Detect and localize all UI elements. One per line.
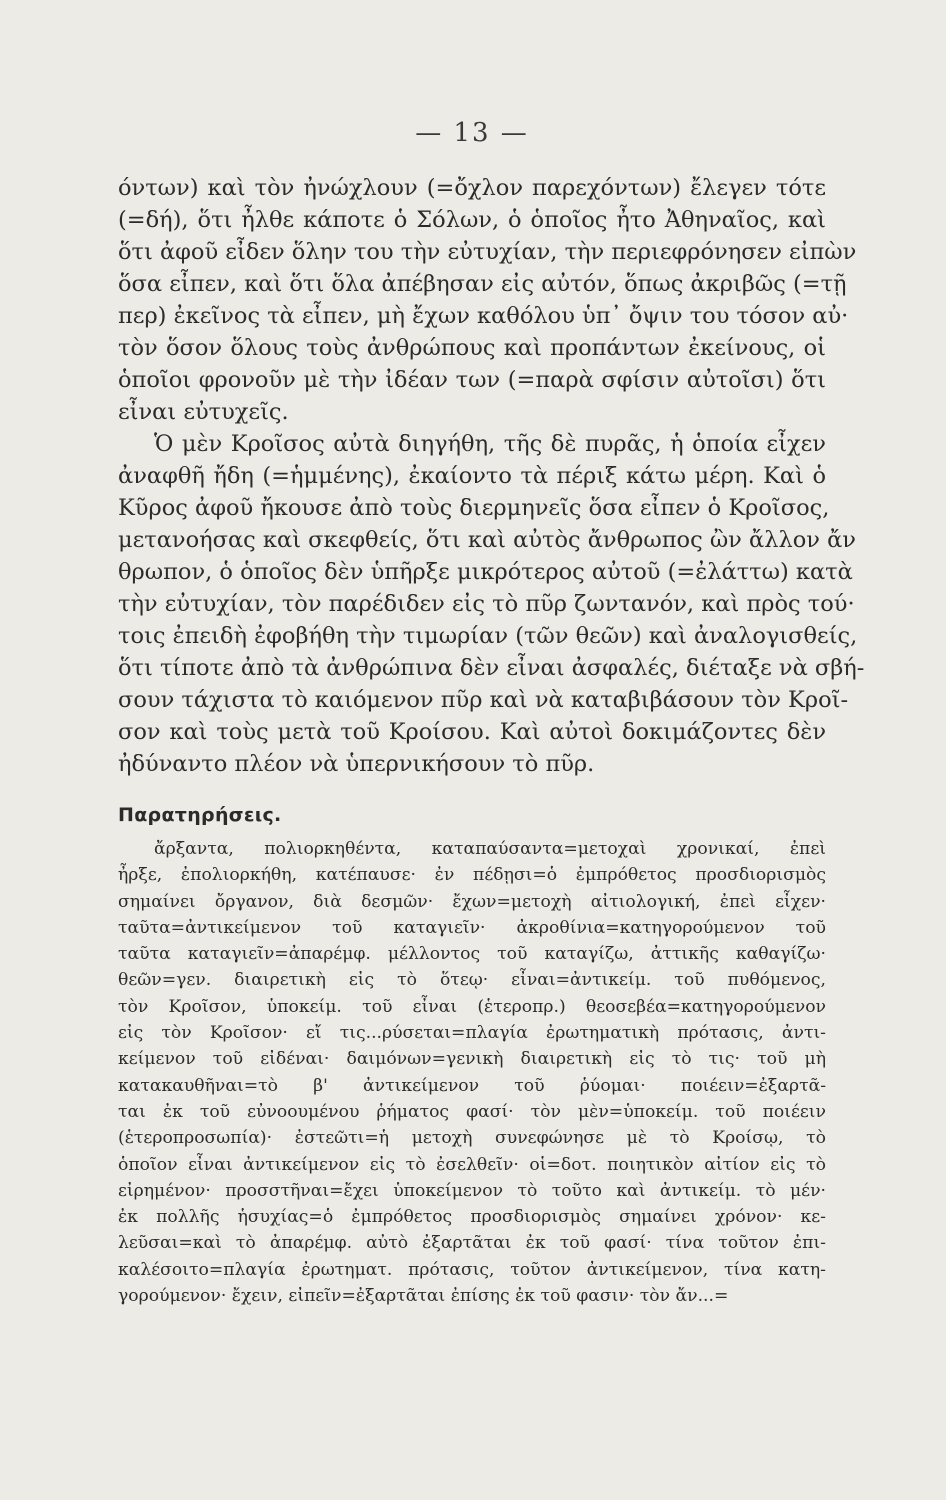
text-line: γορούμενον· ἔχειν, εἰπεῖν=ἐξαρτᾶται ἐπίσης ἐκ τοῦ φασιν· τὸν ἄν...= — [118, 1286, 729, 1307]
text-line: καλέσοιτο=πλαγία ἐρωτηματ. πρότασις, τοῦτον ἀντικείμενον, τίνα κατη- — [118, 1259, 826, 1280]
section-heading: Παρατηρήσεις. — [118, 804, 282, 826]
text-line: ὅτι τίποτε ἀπὸ τὰ ἀνθρώπινα δὲν εἶναι ἀσφαλές, διέταξε νὰ σβή- — [118, 655, 865, 681]
text-line: (ἑτεροπροσωπία)· ἐστεῶτι=ἡ μετοχὴ συνεφώνησε μὲ τὸ Κροίσῳ, τὸ — [118, 1128, 826, 1149]
text-line: ταῦτα καταγιεῖν=ἀπαρέμφ. μέλλοντος τοῦ καταγίζω, ἀττικῆς καθαγίζω· — [118, 944, 826, 965]
text-line: σημαίνει ὄργανον, διὰ δεσμῶν· ἔχων=μετοχὴ αἰτιολογική, ἐπεὶ εἶχεν· — [118, 891, 826, 912]
text-line: Ὁ μὲν Κροῖσος αὐτὰ διηγήθη, τῆς δὲ πυρᾶς, ἡ ὁποία εἶχεν — [154, 431, 826, 457]
text-line: (=δή), ὅτι ἦλθε κάποτε ὁ Σόλων, ὁ ὁποῖος ἦτο Ἀθηναῖος, καὶ — [118, 207, 826, 233]
text-line: σουν τάχιστα τὸ καιόμενον πῦρ καὶ νὰ καταβιβάσουν τὸν Κροῖ- — [118, 687, 849, 713]
text-line: σον καὶ τοὺς μετὰ τοῦ Κροίσου. Καὶ αὐτοὶ δοκιμάζοντες δὲν — [118, 719, 826, 745]
text-line: περ) ἐκεῖνος τὰ εἶπεν, μὴ ἔχων καθόλου ὑπ᾽ ὄψιν του τόσον αὐ· — [118, 303, 849, 329]
text-line: τοις ἐπειδὴ ἐφοβήθη τὴν τιμωρίαν (τῶν θεῶν) καὶ ἀναλογισθείς, — [118, 623, 858, 649]
text-line: ἀναφθῆ ἤδη (=ἡμμένης), ἐκαίοντο τὰ πέριξ κάτω μέρη. Καὶ ὁ — [118, 463, 826, 489]
text-line: ἐκ πολλῆς ἡσυχίας=ὁ ἐμπρόθετος προσδιορισμὸς σημαίνει χρόνον· κε- — [118, 1207, 826, 1228]
text-line: εἰς τὸν Κροῖσον· εἴ τις...ρύσεται=πλαγία ἐρωτηματικὴ πρότασις, ἀντι- — [118, 1023, 826, 1044]
text-line: λεῦσαι=καὶ τὸ ἀπαρέμφ. αὐτὸ ἐξαρτᾶται ἐκ τοῦ φασί· τίνα τοῦτον ἐπι- — [118, 1233, 826, 1254]
text-line: ἄρξαντα, πολιορκηθέντα, καταπαύσαντα=μετοχαὶ χρονικαί, ἐπεὶ — [154, 839, 826, 859]
text-line: εἶναι εὐτυχεῖς. — [118, 399, 289, 425]
text-line: ὅτι ἀφοῦ εἶδεν ὅλην του τὴν εὐτυχίαν, τὴν περιεφρόνησεν εἰπὼν — [118, 239, 857, 265]
text-line: ἠδύναντο πλέον νὰ ὑπερνικήσουν τὸ πῦρ. — [118, 751, 595, 777]
text-line: μετανοήσας καὶ σκεφθείς, ὅτι καὶ αὐτὸς ἄνθρωπος ὢν ἄλλον ἄν — [118, 527, 856, 553]
text-line: θεῶν=γεν. διαιρετικὴ εἰς τὸ ὅτεῳ· εἶναι=ἀντικείμ. τοῦ πυθόμενος, — [118, 970, 826, 991]
text-line: εἰρημένον· προσστῆναι=ἔχει ὑποκείμενον τὸ τοῦτο καὶ ἀντικείμ. τὸ μέν· — [118, 1180, 826, 1201]
text-line: ἦρξε, ἐπολιορκήθη, κατέπαυσε· ἐν πέδῃσι=ὁ ἐμπρόθετος προσδιορισμὸς — [118, 865, 826, 886]
text-line: ὁποῖον εἶναι ἀντικείμενον εἰς τὸ ἐσελθεῖν· οἱ=δοτ. ποιητικὸν αἰτίον εἰς τὸ — [118, 1154, 826, 1175]
page-number: — 13 — — [415, 118, 529, 148]
body-text — [118, 172, 865, 780]
text-line: ὅσα εἶπεν, καὶ ὅτι ὅλα ἀπέβησαν εἰς αὐτόν, ὅπως ἀκριβῶς (=τῇ — [118, 271, 847, 297]
text-line: ταῦτα=ἀντικείμενον τοῦ καταγιεῖν· ἀκροθίνια=κατηγορούμενον τοῦ — [118, 917, 826, 938]
text-line: κατακαυθῆναι=τὸ β' ἀντικείμενον τοῦ ῥύομαι· ποιέειν=ἐξαρτᾶ- — [118, 1075, 826, 1096]
text-line: ται ἐκ τοῦ εὐνοουμένου ῥήματος φασί· τὸν μὲν=ὑποκείμ. τοῦ ποιέειν — [118, 1101, 826, 1122]
notes-text — [118, 836, 826, 1309]
text-line: τὴν εὐτυχίαν, τὸν παρέδιδεν εἰς τὸ πῦρ ζωντανόν, καὶ πρὸς τού· — [118, 591, 855, 617]
text-line: Κῦρος ἀφοῦ ἤκουσε ἀπὸ τοὺς διερμηνεῖς ὅσα εἶπεν ὁ Κροῖσος, — [118, 495, 830, 521]
text-line: τὸν Κροῖσον, ὑποκείμ. τοῦ εἶναι (ἑτεροπρ.) θεοσεβέα=κατηγορούμενον — [118, 996, 826, 1017]
text-line: κείμενον τοῦ εἰδέναι· δαιμόνων=γενικὴ διαιρετικὴ εἰς τὸ τις· τοῦ μὴ — [118, 1049, 826, 1070]
text-line: ὁποῖοι φρονοῦν μὲ τὴν ἰδέαν των (=παρὰ σφίσιν αὐτοῖσι) ὅτι — [118, 367, 826, 393]
text-line: θρωπον, ὁ ὁποῖος δὲν ὑπῆρξε μικρότερος αὐτοῦ (=ἐλάττω) κατὰ — [118, 559, 853, 585]
text-line: τὸν ὅσον ὅλους τοὺς ἀνθρώπους καὶ προπάντων ἐκείνους, οἱ — [118, 335, 826, 361]
text-line: όντων) καὶ τὸν ἠνώχλουν (=ὄχλον παρεχόντων) ἔλεγεν τότε — [118, 175, 826, 201]
